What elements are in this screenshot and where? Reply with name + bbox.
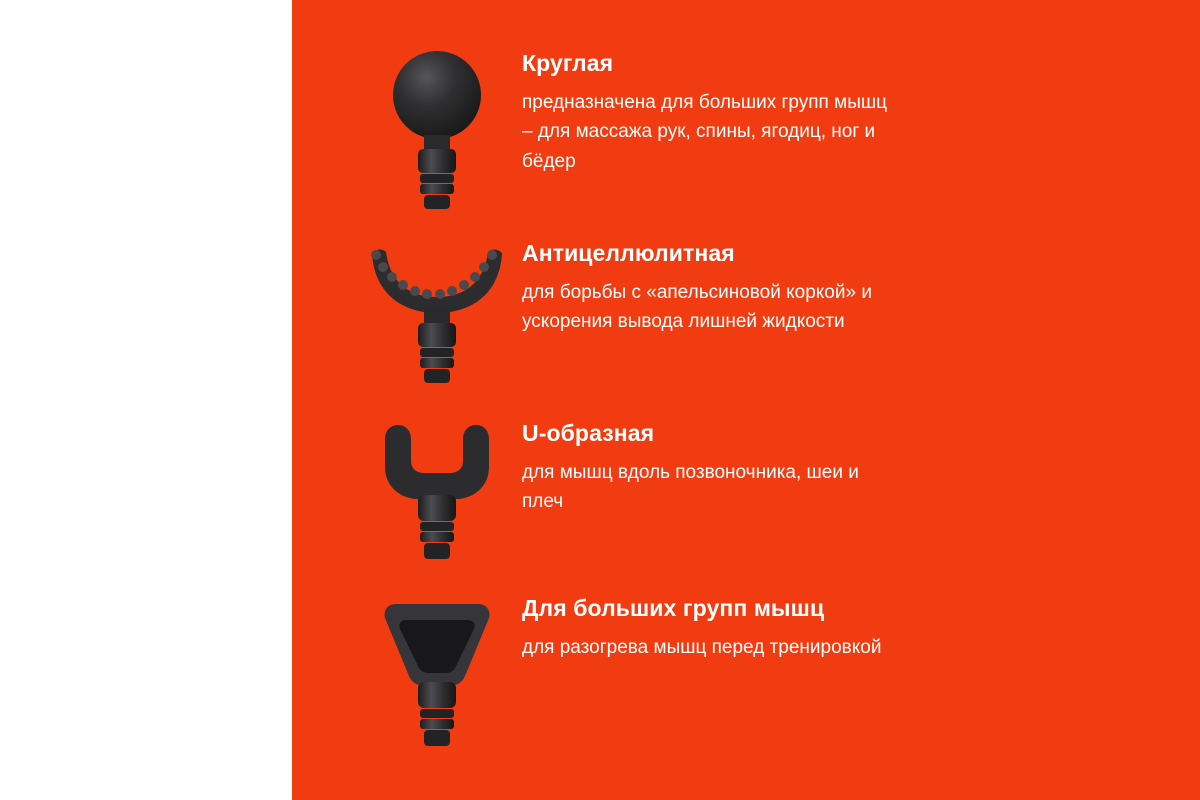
u-shaped-massage-head-icon (352, 415, 522, 585)
round-head-graphic (352, 45, 522, 215)
list-item (352, 415, 892, 585)
u-head-graphic (352, 415, 522, 585)
list-item (352, 235, 892, 405)
item-description: предназначена для больших групп мышц – для массажа рук, спины, ягодиц, ног и бёдер (522, 91, 887, 172)
list-item (352, 590, 881, 760)
item-title: Антицеллюлитная (522, 240, 735, 266)
wedge-massage-head-icon (352, 590, 522, 760)
orange-panel (292, 0, 1200, 800)
item-text-block (522, 235, 892, 337)
attachment-list (292, 0, 1200, 800)
item-title: Для больших групп мышц (522, 595, 825, 621)
item-title: Круглая (522, 50, 614, 76)
list-item (352, 45, 892, 215)
item-description: для разогрева мышц перед тренировкой (522, 636, 882, 658)
item-title: U-образная (522, 420, 655, 446)
anticellulite-head-graphic (352, 235, 522, 405)
round-massage-head-icon (352, 45, 522, 215)
item-text-block (522, 415, 892, 517)
anticellulite-massage-head-icon (352, 235, 522, 405)
item-text-block (522, 590, 881, 662)
item-text-block (522, 45, 892, 176)
item-description: для борьбы с «апельсиновой коркой» и ускорения вывода лишней жидкости (522, 281, 872, 333)
item-description: для мышц вдоль позвоночника, шеи и плеч (522, 461, 859, 513)
wedge-head-graphic (352, 590, 522, 760)
